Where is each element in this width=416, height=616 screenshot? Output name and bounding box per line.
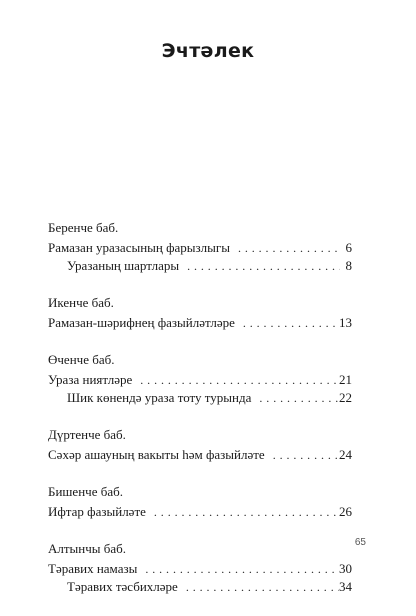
dot-leader: [265, 447, 339, 463]
chapter-5: [48, 484, 352, 520]
page-number: 65: [354, 537, 366, 548]
entry-page-number: 34: [339, 579, 352, 594]
entry-label: Рамазан-шәрифнең фазыйләтләре: [48, 315, 235, 330]
entry-page-number: 24: [339, 447, 352, 462]
entry-label: Уразаның шартлары: [67, 258, 180, 273]
dot-leader: [146, 504, 339, 520]
entry-label: Ураза ниятләре: [48, 372, 133, 387]
table-of-contents: [48, 220, 352, 616]
dot-leader: [137, 561, 339, 577]
toc-entry[interactable]: [48, 447, 352, 463]
chapter-title: Алтынчы баб.: [48, 541, 127, 556]
entry-label: Рамазан уразасының фарызлыгы: [48, 240, 230, 255]
entry-label: Тәравих тәсбихләре: [67, 579, 178, 594]
entry-page-number: 8: [345, 258, 352, 273]
chapter-title: Икенче баб.: [48, 295, 114, 310]
toc-entry[interactable]: [48, 504, 352, 520]
toc-entry[interactable]: [48, 240, 352, 256]
dot-leader: [178, 579, 339, 595]
chapter-2: [48, 295, 352, 331]
dot-leader: [179, 258, 340, 274]
entry-page-number: 26: [339, 504, 352, 519]
chapter-title: Бишенче баб.: [48, 484, 123, 499]
dot-leader: [251, 390, 339, 406]
page-title: Эчтәлек: [161, 40, 255, 62]
dot-leader: [235, 315, 339, 331]
chapter-4: [48, 427, 352, 463]
entry-page-number: 13: [339, 315, 352, 330]
toc-entry[interactable]: [48, 372, 352, 388]
entry-label: Тәравих намазы: [48, 561, 138, 576]
toc-subentry[interactable]: [48, 258, 352, 274]
entry-page-number: 6: [345, 240, 352, 255]
chapter-title: Беренче баб.: [48, 220, 119, 235]
entry-label: Сәхәр ашауның вакыты һәм фазыйләте: [48, 447, 265, 462]
dot-leader: [230, 240, 340, 256]
dot-leader: [132, 372, 339, 388]
chapter-1: [48, 220, 352, 274]
chapter-3: [48, 352, 352, 406]
chapter-title: Өченче баб.: [48, 352, 115, 367]
toc-entry[interactable]: [48, 315, 352, 331]
entry-label: Ифтар фазыйләте: [48, 504, 146, 519]
entry-page-number: 21: [339, 372, 352, 387]
toc-entry[interactable]: [48, 561, 352, 577]
chapter-title: Дүртенче баб.: [48, 427, 126, 442]
chapter-6: [48, 541, 352, 595]
entry-page-number: 22: [339, 390, 352, 405]
toc-subentry[interactable]: [48, 579, 352, 595]
entry-page-number: 30: [339, 561, 352, 576]
toc-subentry[interactable]: [48, 390, 352, 406]
entry-label: Шик көнендә ураза тоту турында: [67, 390, 252, 405]
